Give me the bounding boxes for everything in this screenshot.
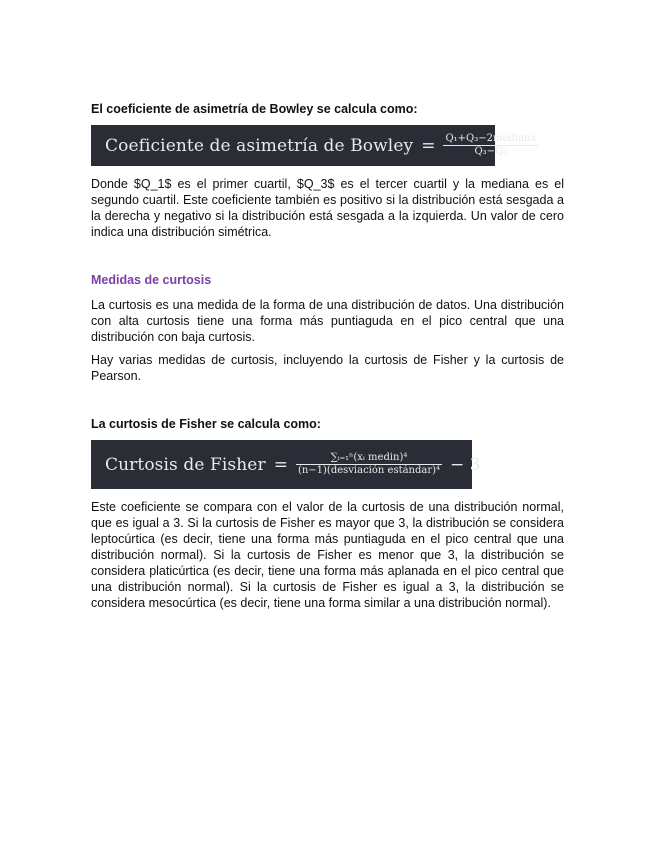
bowley-formula-equals: = [421, 135, 436, 156]
fisher-formula-fraction [296, 452, 442, 477]
fisher-paragraph: Este coeficiente se compara con el valor de la curtosis de una distribución normal, que es igual a 3. Si la curtosis de Fisher es mayor que 3, la distribución se considera leptocúrtica (es decir, tiene una forma más puntiaguda en el pico central que una distribución normal). Si la curtosis de Fisher es menor que 3, la distribución se considera platicúrtica (es decir, tiene una forma más aplanada en el pico central que una distribución normal). Si la curtosis de Fisher es igual a 3, la distribución se considera mesocúrtica (es decir, tiene una forma similar a una distribución normal). [91, 500, 564, 610]
curtosis-paragraph-2: Hay varias medidas de curtosis, incluyendo la curtosis de Fisher y la curtosis de Pearson. [91, 353, 564, 383]
bowley-formula-numerator: Q₁+Q₃−2mediana [445, 133, 537, 144]
bowley-formula-lhs: Coeficiente de asimetría de Bowley [105, 135, 414, 156]
fisher-heading: La curtosis de Fisher se calcula como: [91, 417, 321, 431]
curtosis-section-title: Medidas de curtosis [91, 273, 212, 287]
fisher-formula-numerator: ∑ᵢ₌₁ⁿ(xᵢ medin)⁴ [330, 452, 408, 463]
bowley-formula-image [91, 125, 537, 166]
fisher-formula-denominator: (n−1)(desviación estándar)⁴ [297, 465, 441, 476]
bowley-heading: El coeficiente de asimetría de Bowley se calcula como: [91, 102, 418, 116]
fisher-formula-lhs: Curtosis de Fisher [105, 454, 266, 475]
bowley-formula-denominator: Q₃−Q₁ [474, 146, 508, 157]
fisher-formula-equals: = [273, 454, 288, 475]
fisher-formula-minus-three: − 3 [450, 454, 481, 475]
bowley-formula-fraction [443, 133, 538, 158]
fisher-formula-image [91, 440, 481, 489]
bowley-paragraph: Donde $Q_1$ es el primer cuartil, $Q_3$ es el tercer cuartil y la mediana es el segundo cuartil. Este coeficiente también es positivo si la distribución está sesgada a la derecha y negativo si la distribución está sesgada a la izquierda. Un valor de cero indica una distribución simétrica. [91, 177, 564, 239]
curtosis-paragraph-1: La curtosis es una medida de la forma de una distribución de datos. Una distribución con alta curtosis tiene una forma más puntiaguda en el pico central que una distribución con baja curtosis. [91, 298, 564, 344]
